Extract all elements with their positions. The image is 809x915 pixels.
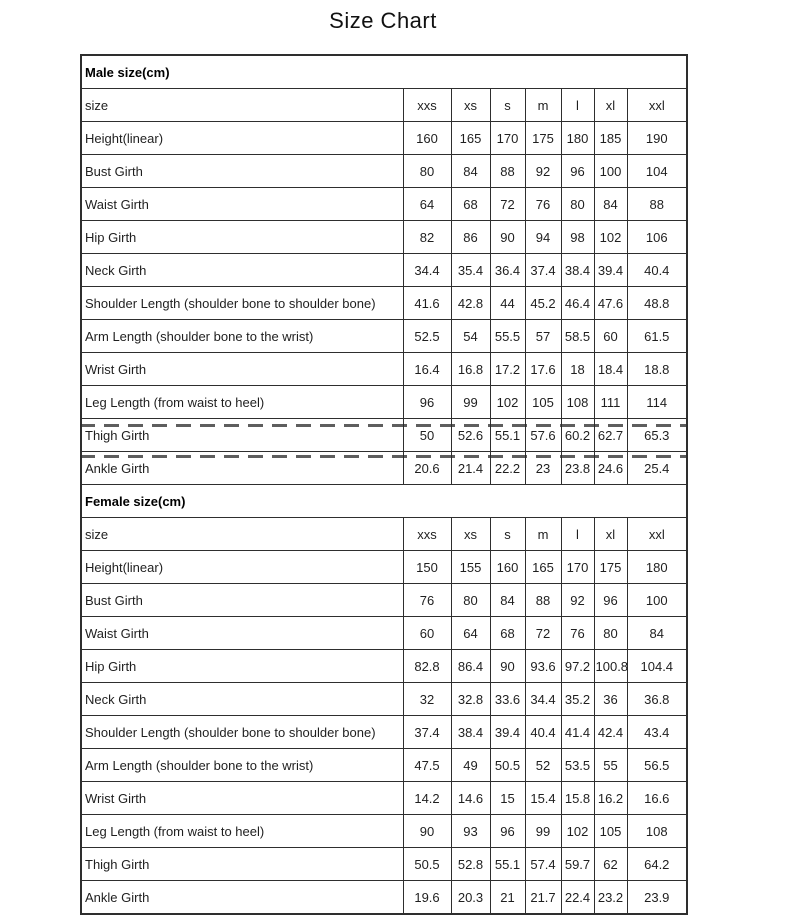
table-row bbox=[81, 617, 687, 650]
measurement-value: 43.4 bbox=[627, 716, 687, 749]
size-column-header: xl bbox=[594, 89, 627, 122]
measurement-value: 88 bbox=[627, 188, 687, 221]
size-header-label: size bbox=[81, 518, 403, 551]
measurement-value: 86 bbox=[451, 221, 490, 254]
measurement-label: Neck Girth bbox=[81, 683, 403, 716]
measurement-label: Waist Girth bbox=[81, 617, 403, 650]
section-header-row bbox=[81, 485, 687, 518]
measurement-value: 16.2 bbox=[594, 782, 627, 815]
measurement-value: 15.8 bbox=[561, 782, 594, 815]
measurement-value: 47.6 bbox=[594, 287, 627, 320]
measurement-value: 105 bbox=[594, 815, 627, 848]
measurement-value: 20.3 bbox=[451, 881, 490, 915]
measurement-value: 20.6 bbox=[403, 452, 451, 485]
measurement-label: Bust Girth bbox=[81, 584, 403, 617]
measurement-value: 165 bbox=[525, 551, 561, 584]
section-title: Male size(cm) bbox=[81, 55, 687, 89]
measurement-value: 155 bbox=[451, 551, 490, 584]
measurement-label: Ankle Girth bbox=[81, 881, 403, 915]
table-row bbox=[81, 353, 687, 386]
measurement-value: 96 bbox=[594, 584, 627, 617]
measurement-label: Thigh Girth bbox=[81, 848, 403, 881]
measurement-value: 68 bbox=[451, 188, 490, 221]
measurement-value: 62 bbox=[594, 848, 627, 881]
measurement-value: 40.4 bbox=[525, 716, 561, 749]
measurement-label: Neck Girth bbox=[81, 254, 403, 287]
measurement-label: Shoulder Length (shoulder bone to shoulder bone) bbox=[81, 716, 403, 749]
table-row bbox=[81, 716, 687, 749]
measurement-value: 55.1 bbox=[490, 848, 525, 881]
measurement-value: 190 bbox=[627, 122, 687, 155]
measurement-value: 34.4 bbox=[525, 683, 561, 716]
measurement-value: 72 bbox=[490, 188, 525, 221]
measurement-value: 97.2 bbox=[561, 650, 594, 683]
measurement-value: 54 bbox=[451, 320, 490, 353]
measurement-value: 16.4 bbox=[403, 353, 451, 386]
measurement-value: 42.8 bbox=[451, 287, 490, 320]
measurement-value: 23.2 bbox=[594, 881, 627, 915]
measurement-value: 36 bbox=[594, 683, 627, 716]
measurement-value: 99 bbox=[525, 815, 561, 848]
measurement-value: 160 bbox=[403, 122, 451, 155]
measurement-value: 90 bbox=[490, 221, 525, 254]
measurement-label: Hip Girth bbox=[81, 221, 403, 254]
measurement-value: 55.5 bbox=[490, 320, 525, 353]
measurement-value: 57.6 bbox=[525, 419, 561, 452]
measurement-value: 52 bbox=[525, 749, 561, 782]
measurement-value: 80 bbox=[561, 188, 594, 221]
measurement-value: 96 bbox=[490, 815, 525, 848]
measurement-label: Waist Girth bbox=[81, 188, 403, 221]
measurement-value: 80 bbox=[594, 617, 627, 650]
measurement-value: 19.6 bbox=[403, 881, 451, 915]
measurement-value: 84 bbox=[627, 617, 687, 650]
measurement-value: 38.4 bbox=[561, 254, 594, 287]
measurement-value: 92 bbox=[561, 584, 594, 617]
measurement-value: 18.8 bbox=[627, 353, 687, 386]
measurement-value: 64 bbox=[403, 188, 451, 221]
section-title: Female size(cm) bbox=[81, 485, 687, 518]
size-header-label: size bbox=[81, 89, 403, 122]
table-row bbox=[81, 155, 687, 188]
measurement-value: 64.2 bbox=[627, 848, 687, 881]
table-row bbox=[81, 122, 687, 155]
size-column-header: xl bbox=[594, 518, 627, 551]
measurement-value: 59.7 bbox=[561, 848, 594, 881]
measurement-value: 61.5 bbox=[627, 320, 687, 353]
measurement-value: 76 bbox=[403, 584, 451, 617]
measurement-value: 21 bbox=[490, 881, 525, 915]
measurement-value: 65.3 bbox=[627, 419, 687, 452]
measurement-value: 100.8 bbox=[594, 650, 627, 683]
measurement-value: 32 bbox=[403, 683, 451, 716]
measurement-value: 175 bbox=[525, 122, 561, 155]
measurement-label: Arm Length (shoulder bone to the wrist) bbox=[81, 320, 403, 353]
measurement-value: 32.8 bbox=[451, 683, 490, 716]
measurement-label: Thigh Girth bbox=[81, 419, 403, 452]
measurement-value: 92 bbox=[525, 155, 561, 188]
measurement-value: 114 bbox=[627, 386, 687, 419]
measurement-value: 24.6 bbox=[594, 452, 627, 485]
measurement-value: 56.5 bbox=[627, 749, 687, 782]
measurement-value: 45.2 bbox=[525, 287, 561, 320]
measurement-value: 53.5 bbox=[561, 749, 594, 782]
measurement-value: 21.7 bbox=[525, 881, 561, 915]
table-row bbox=[81, 815, 687, 848]
measurement-value: 16.8 bbox=[451, 353, 490, 386]
size-column-header: m bbox=[525, 89, 561, 122]
size-column-header: m bbox=[525, 518, 561, 551]
measurement-value: 165 bbox=[451, 122, 490, 155]
measurement-value: 39.4 bbox=[594, 254, 627, 287]
measurement-value: 170 bbox=[561, 551, 594, 584]
measurement-value: 52.6 bbox=[451, 419, 490, 452]
table-row bbox=[81, 683, 687, 716]
measurement-value: 55.1 bbox=[490, 419, 525, 452]
measurement-value: 111 bbox=[594, 386, 627, 419]
measurement-value: 38.4 bbox=[451, 716, 490, 749]
measurement-value: 37.4 bbox=[403, 716, 451, 749]
size-column-header: xxs bbox=[403, 518, 451, 551]
measurement-value: 99 bbox=[451, 386, 490, 419]
measurement-value: 93 bbox=[451, 815, 490, 848]
measurement-value: 82.8 bbox=[403, 650, 451, 683]
table-row bbox=[81, 749, 687, 782]
measurement-value: 50.5 bbox=[490, 749, 525, 782]
measurement-value: 62.7 bbox=[594, 419, 627, 452]
measurement-value: 160 bbox=[490, 551, 525, 584]
measurement-value: 57.4 bbox=[525, 848, 561, 881]
measurement-label: Wrist Girth bbox=[81, 782, 403, 815]
measurement-value: 47.5 bbox=[403, 749, 451, 782]
size-chart-table-body bbox=[81, 55, 687, 914]
measurement-value: 58.5 bbox=[561, 320, 594, 353]
measurement-value: 94 bbox=[525, 221, 561, 254]
measurement-value: 150 bbox=[403, 551, 451, 584]
measurement-value: 41.6 bbox=[403, 287, 451, 320]
measurement-value: 23 bbox=[525, 452, 561, 485]
measurement-value: 50 bbox=[403, 419, 451, 452]
measurement-value: 170 bbox=[490, 122, 525, 155]
measurement-value: 72 bbox=[525, 617, 561, 650]
measurement-value: 35.4 bbox=[451, 254, 490, 287]
measurement-value: 76 bbox=[561, 617, 594, 650]
measurement-label: Hip Girth bbox=[81, 650, 403, 683]
measurement-value: 100 bbox=[594, 155, 627, 188]
table-row bbox=[81, 782, 687, 815]
measurement-value: 102 bbox=[594, 221, 627, 254]
size-column-header: xxs bbox=[403, 89, 451, 122]
measurement-value: 22.2 bbox=[490, 452, 525, 485]
measurement-value: 185 bbox=[594, 122, 627, 155]
size-column-header: xs bbox=[451, 89, 490, 122]
size-column-header: xs bbox=[451, 518, 490, 551]
size-column-header: l bbox=[561, 518, 594, 551]
measurement-value: 52.8 bbox=[451, 848, 490, 881]
measurement-value: 17.2 bbox=[490, 353, 525, 386]
table-row bbox=[81, 881, 687, 915]
measurement-value: 46.4 bbox=[561, 287, 594, 320]
measurement-value: 68 bbox=[490, 617, 525, 650]
measurement-value: 108 bbox=[561, 386, 594, 419]
measurement-value: 40.4 bbox=[627, 254, 687, 287]
measurement-value: 100 bbox=[627, 584, 687, 617]
measurement-value: 106 bbox=[627, 221, 687, 254]
size-column-header: s bbox=[490, 518, 525, 551]
measurement-value: 23.9 bbox=[627, 881, 687, 915]
measurement-value: 60.2 bbox=[561, 419, 594, 452]
measurement-value: 96 bbox=[403, 386, 451, 419]
measurement-value: 90 bbox=[403, 815, 451, 848]
measurement-value: 55 bbox=[594, 749, 627, 782]
measurement-value: 41.4 bbox=[561, 716, 594, 749]
table-row bbox=[81, 452, 687, 485]
table-row bbox=[81, 386, 687, 419]
size-header-row bbox=[81, 518, 687, 551]
measurement-value: 88 bbox=[490, 155, 525, 188]
table-row bbox=[81, 221, 687, 254]
measurement-value: 102 bbox=[490, 386, 525, 419]
measurement-value: 15.4 bbox=[525, 782, 561, 815]
table-row bbox=[81, 848, 687, 881]
table-row bbox=[81, 254, 687, 287]
measurement-value: 39.4 bbox=[490, 716, 525, 749]
measurement-value: 105 bbox=[525, 386, 561, 419]
size-column-header: xxl bbox=[627, 89, 687, 122]
measurement-value: 60 bbox=[594, 320, 627, 353]
measurement-value: 15 bbox=[490, 782, 525, 815]
measurement-value: 14.2 bbox=[403, 782, 451, 815]
measurement-label: Height(linear) bbox=[81, 551, 403, 584]
measurement-value: 35.2 bbox=[561, 683, 594, 716]
measurement-value: 80 bbox=[451, 584, 490, 617]
measurement-label: Height(linear) bbox=[81, 122, 403, 155]
measurement-value: 21.4 bbox=[451, 452, 490, 485]
measurement-value: 37.4 bbox=[525, 254, 561, 287]
measurement-value: 52.5 bbox=[403, 320, 451, 353]
measurement-value: 18.4 bbox=[594, 353, 627, 386]
measurement-value: 80 bbox=[403, 155, 451, 188]
measurement-value: 88 bbox=[525, 584, 561, 617]
table-row bbox=[81, 188, 687, 221]
table-row bbox=[81, 287, 687, 320]
measurement-value: 23.8 bbox=[561, 452, 594, 485]
measurement-value: 84 bbox=[451, 155, 490, 188]
size-column-header: s bbox=[490, 89, 525, 122]
measurement-value: 34.4 bbox=[403, 254, 451, 287]
measurement-label: Arm Length (shoulder bone to the wrist) bbox=[81, 749, 403, 782]
measurement-value: 84 bbox=[490, 584, 525, 617]
measurement-value: 64 bbox=[451, 617, 490, 650]
table-row bbox=[81, 650, 687, 683]
measurement-label: Wrist Girth bbox=[81, 353, 403, 386]
measurement-label: Bust Girth bbox=[81, 155, 403, 188]
measurement-value: 86.4 bbox=[451, 650, 490, 683]
measurement-value: 14.6 bbox=[451, 782, 490, 815]
measurement-value: 175 bbox=[594, 551, 627, 584]
measurement-value: 93.6 bbox=[525, 650, 561, 683]
measurement-value: 76 bbox=[525, 188, 561, 221]
page-title: Size Chart bbox=[329, 8, 437, 33]
size-chart bbox=[80, 54, 686, 915]
table-row bbox=[81, 584, 687, 617]
measurement-label: Shoulder Length (shoulder bone to shoulder bone) bbox=[81, 287, 403, 320]
measurement-value: 16.6 bbox=[627, 782, 687, 815]
size-header-row bbox=[81, 89, 687, 122]
size-column-header: l bbox=[561, 89, 594, 122]
measurement-value: 82 bbox=[403, 221, 451, 254]
measurement-value: 25.4 bbox=[627, 452, 687, 485]
measurement-value: 98 bbox=[561, 221, 594, 254]
measurement-value: 108 bbox=[627, 815, 687, 848]
measurement-value: 84 bbox=[594, 188, 627, 221]
section-header-row bbox=[81, 55, 687, 89]
measurement-value: 33.6 bbox=[490, 683, 525, 716]
measurement-value: 60 bbox=[403, 617, 451, 650]
measurement-value: 48.8 bbox=[627, 287, 687, 320]
measurement-value: 17.6 bbox=[525, 353, 561, 386]
measurement-value: 18 bbox=[561, 353, 594, 386]
measurement-value: 180 bbox=[627, 551, 687, 584]
table-row bbox=[81, 551, 687, 584]
measurement-label: Ankle Girth bbox=[81, 452, 403, 485]
measurement-value: 102 bbox=[561, 815, 594, 848]
table-row bbox=[81, 320, 687, 353]
measurement-label: Leg Length (from waist to heel) bbox=[81, 815, 403, 848]
measurement-value: 36.8 bbox=[627, 683, 687, 716]
measurement-value: 22.4 bbox=[561, 881, 594, 915]
measurement-value: 44 bbox=[490, 287, 525, 320]
measurement-value: 104 bbox=[627, 155, 687, 188]
measurement-value: 90 bbox=[490, 650, 525, 683]
size-chart-table bbox=[80, 54, 688, 915]
measurement-value: 57 bbox=[525, 320, 561, 353]
size-column-header: xxl bbox=[627, 518, 687, 551]
measurement-label: Leg Length (from waist to heel) bbox=[81, 386, 403, 419]
measurement-value: 96 bbox=[561, 155, 594, 188]
table-row bbox=[81, 419, 687, 452]
measurement-value: 42.4 bbox=[594, 716, 627, 749]
measurement-value: 49 bbox=[451, 749, 490, 782]
measurement-value: 36.4 bbox=[490, 254, 525, 287]
measurement-value: 104.4 bbox=[627, 650, 687, 683]
measurement-value: 180 bbox=[561, 122, 594, 155]
measurement-value: 50.5 bbox=[403, 848, 451, 881]
